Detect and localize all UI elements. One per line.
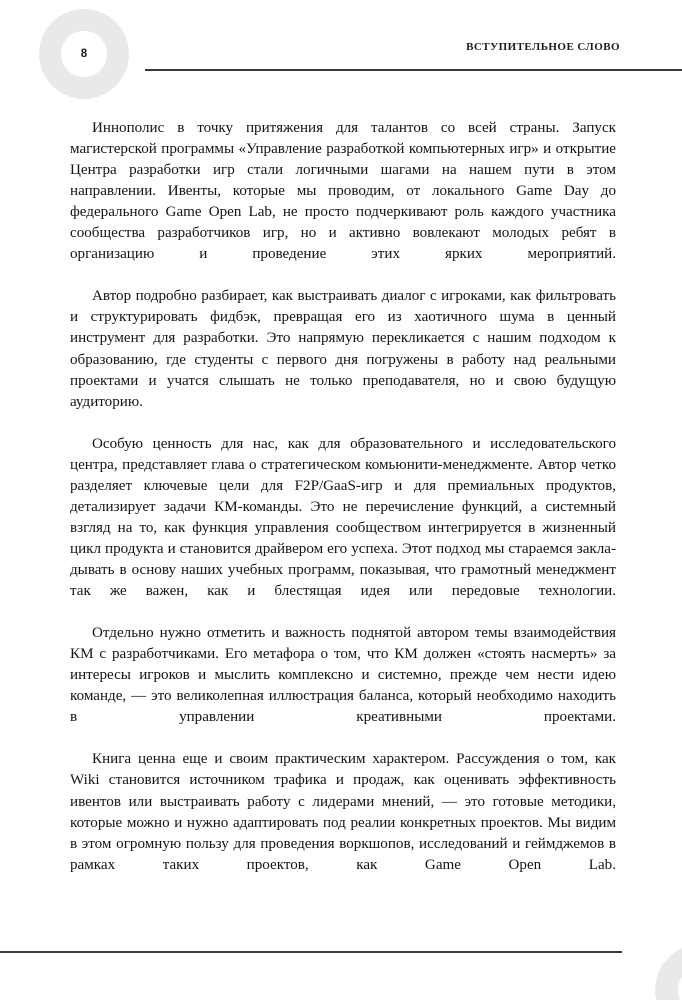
page-header <box>0 0 682 75</box>
paragraph: Автор подробно разбирает, как выстраивать диалог с игроками, как фильтровать и структурировать фидбэк, превращая его из хаотичного шума в ценный инструмент для разработки. Это напрямую перекликается с нашим подходом к образованию, где студенты с первого дня погружены в работу над реальными проектами и учатся слышать не только преподавателя, но и свою будущую аудиторию. <box>70 288 616 410</box>
paragraph: Книга ценна еще и своим практическим характером. Рассуждения о том, как Wiki становится источником трафика и продаж, как оценивать эффективность ивентов или выстраивать работу с лидерами мнений, — это готовые методики, которые можно и нужно адаптировать под реалии конкретных проектов. Мы видим в этом огромную пользу для проведения воркшопов, исследований и геймджемов в рамках таких проектов, как Game Open Lab. <box>70 751 616 873</box>
paragraph: Особую ценность для нас, как для образовательного и исследовательского центра, представляет глава о стратегическом комьюнити-менеджменте. Автор четко разделяет ключевые цели для F2P/GaaS-игр и для премиальных продуктов, детализирует задачи КМ-команды. Это не перечисление функций, а системный взгляд на то, как функция управления сообществом интегрируется в жизненный цикл продукта и становится драйвером его успеха. Этот подход мы стараемся закладывать в основу наших учебных программ, показывая, что грамотный менеджмент так же важен, как и блестящая идея или передовые технологии. <box>70 435 616 600</box>
paragraph: Отдельно нужно отметить и важность поднятой автором темы взаимодействия КМ с разработчиками. Его метафора о том, что КМ должен «стоять насмерть» за интересы игроков и мыслить комплексно и системно, прежде чем нести идею команде, — это великолепная иллюстрация баланса, который необходимо находить в управлении креативными проектами. <box>70 625 616 726</box>
header-rule <box>145 69 682 71</box>
running-head: ВСТУПИТЕЛЬНОЕ СЛОВО <box>466 41 620 53</box>
footer-rule <box>0 951 622 953</box>
body-text <box>70 118 616 897</box>
paragraph: Иннополис в точку притяжения для талантов со всей страны. Запуск магистерской программы «Управление разработкой компьютерных игр» и открытие Центра разработки игр стали логичными шагами на нашем пути в этом направлении. Ивенты, которые мы проводим, от локального Game Day до федерального Game Open Lab, не просто подчеркивают роль каждого участника сообщества разработчиков игр, но и активно вовлекают молодых ребят в организацию и проведение этих ярких мероприятий. <box>70 120 616 263</box>
page-number: 8 <box>80 48 88 60</box>
decorative-ring-icon <box>655 944 682 1000</box>
